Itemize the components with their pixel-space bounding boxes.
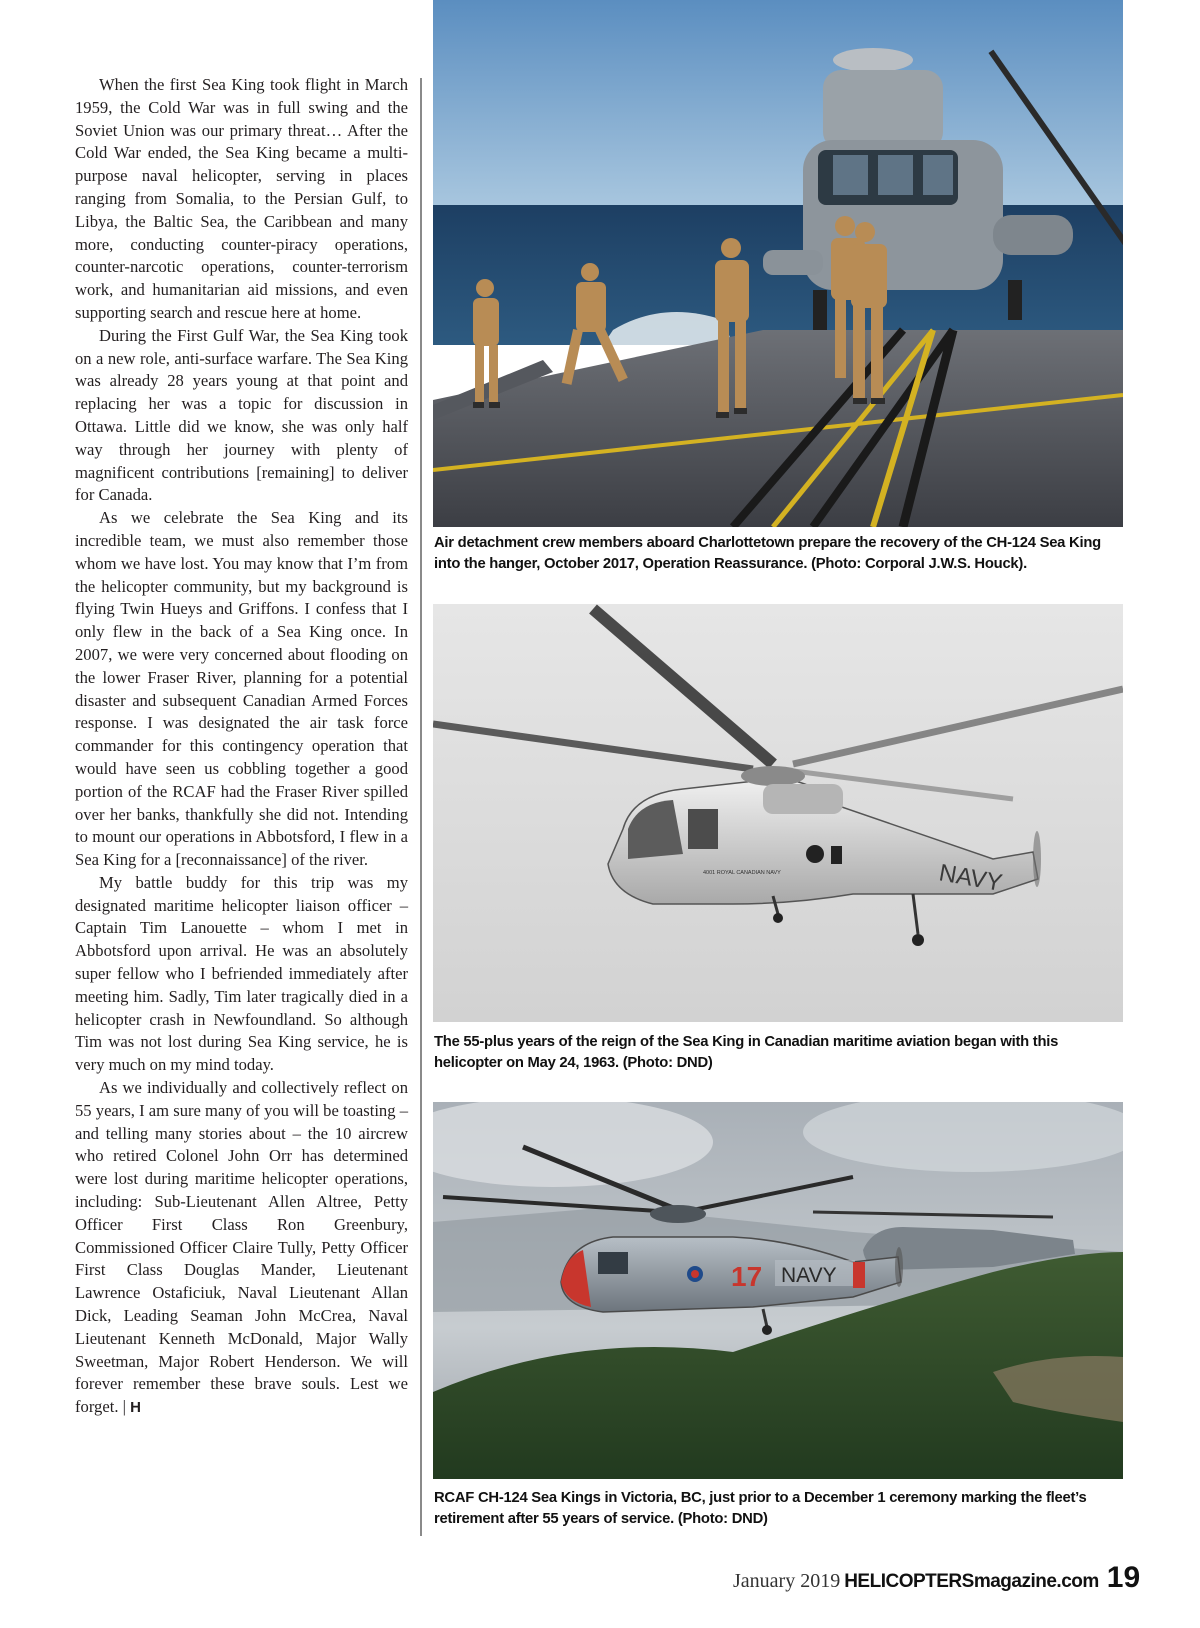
photo-historic-sea-king (433, 604, 1123, 1022)
column-divider (420, 78, 422, 1536)
photo-caption-1: Air detachment crew members aboard Charlottetown prepare the recovery of the CH-124 Sea King into the hanger, October 2017, Operation Reassurance. (Photo: Corporal J.W.S. Houck). (434, 535, 1101, 572)
photo-caption-2: The 55-plus years of the reign of the Sea King in Canadian maritime aviation began with this helicopter on May 24, 1963. (Photo: DND) (434, 1034, 1059, 1071)
tail-marking: NAVY (781, 1264, 837, 1287)
issue-date: January 2019 (733, 1570, 841, 1592)
article-body (75, 74, 408, 1420)
article-paragraph: When the first Sea King took flight in March 1959, the Cold War was in full swing and the Soviet Union was our primary threat… After the Cold War ended, the Sea King became a multi-purpose naval helicopter, serving in places ranging from Somalia, to the Persian Gulf, to Libya, the Baltic Sea, the Caribbean and many more, conducting counter-piracy operations, counter-narcotic operations, counter-terrorism work, and humanitarian aid missions, and even supporting search and rescue here at home. (75, 75, 408, 322)
page-footer (733, 1561, 1141, 1595)
article-paragraph: As we celebrate the Sea King and its incredible team, we must also remember those whom we have lost. You may know that I’m from the helicopter community, but my background is flying Twin Hueys and Griffons. I confess that I only flew in the back of a Sea King once. In 2007, we were very concerned about flooding on the lower Fraser River, planning for a potential disaster and subsequent Canadian Armed Forces response. I was designated the air task force commander for this contingency operation that would have seen us cobbling together a good portion of the RCAF had the Fraser River spilled over her banks, thankfully she did not. Intending to mount our operations in Abbotsford, I flew in a Sea King for a [reconnaissance] of the river. (75, 508, 408, 870)
photo-flight-deck (433, 0, 1123, 527)
article-paragraph-last (75, 1077, 408, 1420)
article-paragraph-text: As we individually and collectively reflect on 55 years, I am sure many of you will be toasting – and telling many stories about – the 10 aircrew who retired Colonel John Orr has determined were lost during maritime helicopter operations, including: Sub-Lieutenant Allen Altree, Petty Officer First Class Ron Greenbury, Commissioned Officer Claire Tully, Petty Officer First Class Douglas Mander, Lieutenant Lawrence Ostaficiuk, Naval Lieutenant Allan Dick, Leading Seaman John McCrea, Naval Lieutenant Kenneth McDonald, Major Wally Sweetman, Major Robert Henderson. We will forever remember these brave souls. Lest we forget. | (75, 1078, 408, 1417)
photo-victoria-flypast (433, 1102, 1123, 1479)
aircraft-number: 17 (731, 1261, 763, 1292)
magazine-url: HELICOPTERSmagazine.com (844, 1571, 1099, 1592)
article-paragraph: My battle buddy for this trip was my designated maritime helicopter liaison officer – Captain Tim Lanouette – whom I met in Abbotsford upon arrival. He was an absolutely super fellow who I befriended immediately after meeting him. Sadly, Tim later tragically died in a helicopter crash in Newfoundland. So although Tim was not lost during Sea King service, he is very much on my mind today. (75, 872, 408, 1075)
end-mark: H (130, 1399, 141, 1417)
nose-marking: 4001 ROYAL CANADIAN NAVY (703, 870, 781, 876)
page-number: 19 (1106, 1561, 1141, 1594)
tail-marking: NAVY (936, 859, 1005, 897)
article-paragraph: During the First Gulf War, the Sea King took on a new role, anti-surface warfare. The Sea King was already 28 years young at that point and replacing her was a topic for discussion in Ottawa. Little did we know, she was only half way through her journey with plenty of magnificent contributions [remaining] to deliver for Canada. (75, 325, 408, 505)
photo-caption-3: RCAF CH-124 Sea Kings in Victoria, BC, just prior to a December 1 ceremony marking the fleet’s retirement after 55 years of service. (Photo: DND) (434, 1490, 1087, 1527)
